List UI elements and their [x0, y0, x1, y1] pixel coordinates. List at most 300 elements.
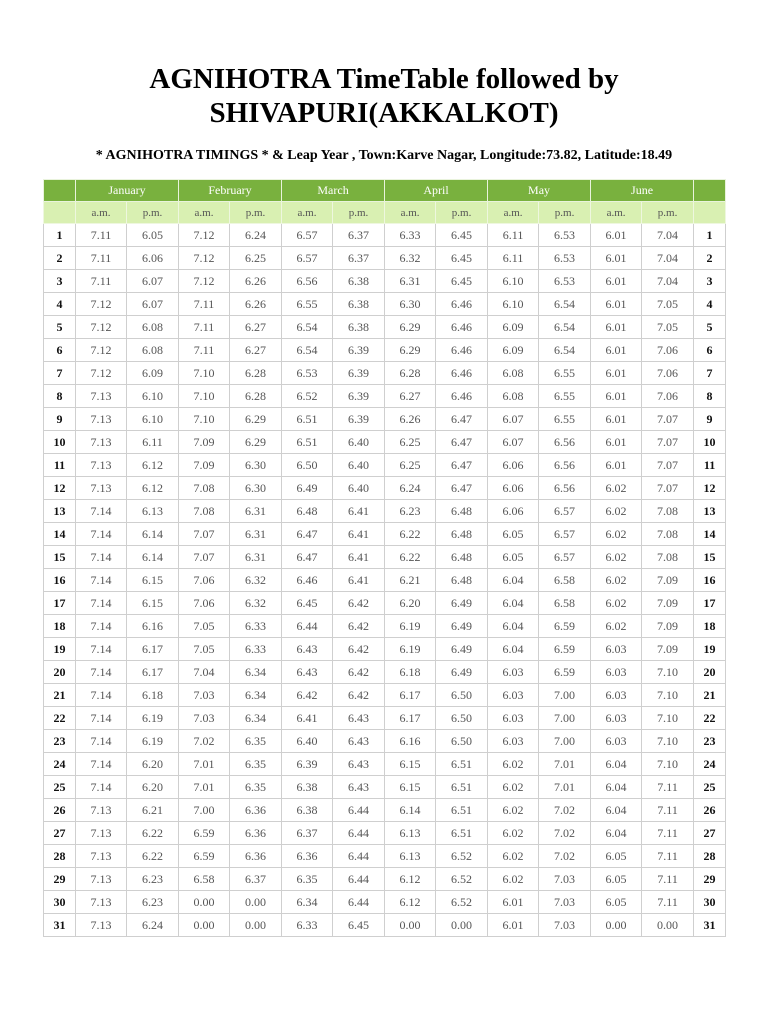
am-time-cell: 6.44: [282, 615, 333, 638]
day-number-left: 15: [44, 546, 76, 569]
am-time-cell: 6.57: [282, 247, 333, 270]
table-row: [44, 891, 726, 914]
subheader-corner-left: [44, 202, 76, 224]
day-number-right: 4: [694, 293, 726, 316]
table-row: [44, 592, 726, 615]
am-time-cell: 6.13: [385, 822, 436, 845]
pm-time-cell: 6.29: [230, 408, 282, 431]
pm-time-cell: 6.26: [230, 270, 282, 293]
pm-time-cell: 6.19: [127, 707, 179, 730]
am-time-cell: 6.03: [591, 707, 642, 730]
am-time-cell: 7.13: [76, 431, 127, 454]
pm-time-cell: 7.09: [642, 638, 694, 661]
am-time-cell: 7.12: [179, 224, 230, 247]
am-time-cell: 6.41: [282, 707, 333, 730]
pm-time-cell: 6.37: [333, 224, 385, 247]
am-time-cell: 7.13: [76, 477, 127, 500]
day-number-left: 18: [44, 615, 76, 638]
pm-label: p.m.: [127, 202, 179, 224]
am-time-cell: 6.06: [488, 477, 539, 500]
pm-time-cell: 6.43: [333, 776, 385, 799]
am-label: a.m.: [488, 202, 539, 224]
am-label: a.m.: [76, 202, 127, 224]
am-time-cell: 7.07: [179, 523, 230, 546]
pm-time-cell: 6.32: [230, 592, 282, 615]
day-number-right: 7: [694, 362, 726, 385]
table-row: [44, 776, 726, 799]
am-time-cell: 6.19: [385, 615, 436, 638]
pm-time-cell: 6.17: [127, 661, 179, 684]
am-time-cell: 6.40: [282, 730, 333, 753]
am-time-cell: 6.01: [488, 914, 539, 937]
pm-time-cell: 7.10: [642, 707, 694, 730]
am-time-cell: 6.03: [591, 684, 642, 707]
month-header: March: [282, 180, 385, 202]
pm-time-cell: 6.23: [127, 868, 179, 891]
pm-time-cell: 6.11: [127, 431, 179, 454]
am-time-cell: 6.02: [591, 477, 642, 500]
pm-time-cell: 6.15: [127, 569, 179, 592]
am-time-cell: 6.12: [385, 868, 436, 891]
pm-time-cell: 6.41: [333, 523, 385, 546]
day-number-right: 27: [694, 822, 726, 845]
am-time-cell: 6.01: [591, 454, 642, 477]
pm-time-cell: 7.06: [642, 362, 694, 385]
pm-time-cell: 6.31: [230, 523, 282, 546]
day-number-right: 28: [694, 845, 726, 868]
pm-time-cell: 6.46: [436, 385, 488, 408]
am-time-cell: 6.04: [591, 776, 642, 799]
am-label: a.m.: [179, 202, 230, 224]
day-number-left: 30: [44, 891, 76, 914]
pm-time-cell: 6.53: [539, 224, 591, 247]
pm-time-cell: 6.30: [230, 454, 282, 477]
am-time-cell: 6.54: [282, 339, 333, 362]
pm-time-cell: 6.18: [127, 684, 179, 707]
pm-time-cell: 6.46: [436, 339, 488, 362]
pm-time-cell: 6.47: [436, 431, 488, 454]
pm-time-cell: 7.11: [642, 868, 694, 891]
am-time-cell: 6.01: [591, 224, 642, 247]
day-number-left: 13: [44, 500, 76, 523]
day-number-right: 19: [694, 638, 726, 661]
am-time-cell: 7.14: [76, 638, 127, 661]
pm-time-cell: 6.06: [127, 247, 179, 270]
pm-time-cell: 6.27: [230, 339, 282, 362]
pm-time-cell: 6.56: [539, 431, 591, 454]
pm-time-cell: 6.42: [333, 615, 385, 638]
pm-time-cell: 6.38: [333, 316, 385, 339]
am-time-cell: 6.01: [591, 247, 642, 270]
pm-time-cell: 6.25: [230, 247, 282, 270]
pm-time-cell: 6.44: [333, 868, 385, 891]
pm-time-cell: 6.30: [230, 477, 282, 500]
pm-time-cell: 6.49: [436, 661, 488, 684]
am-time-cell: 6.26: [385, 408, 436, 431]
pm-time-cell: 6.39: [333, 362, 385, 385]
table-row: [44, 316, 726, 339]
pm-time-cell: 7.11: [642, 891, 694, 914]
am-time-cell: 7.03: [179, 684, 230, 707]
am-time-cell: 6.13: [385, 845, 436, 868]
am-time-cell: 6.01: [591, 408, 642, 431]
day-number-left: 7: [44, 362, 76, 385]
pm-time-cell: 7.02: [539, 845, 591, 868]
am-time-cell: 6.01: [591, 362, 642, 385]
am-time-cell: 7.07: [179, 546, 230, 569]
pm-time-cell: 6.23: [127, 891, 179, 914]
pm-time-cell: 6.57: [539, 523, 591, 546]
pm-time-cell: 6.05: [127, 224, 179, 247]
am-time-cell: 7.14: [76, 753, 127, 776]
am-time-cell: 7.11: [179, 339, 230, 362]
am-time-cell: 6.03: [591, 661, 642, 684]
day-number-left: 14: [44, 523, 76, 546]
pm-time-cell: 6.42: [333, 592, 385, 615]
table-row: [44, 247, 726, 270]
pm-time-cell: 6.20: [127, 776, 179, 799]
pm-time-cell: 6.48: [436, 523, 488, 546]
table-row: [44, 638, 726, 661]
table-row: [44, 822, 726, 845]
am-time-cell: 7.14: [76, 707, 127, 730]
am-time-cell: 7.12: [179, 270, 230, 293]
pm-time-cell: 6.58: [539, 592, 591, 615]
am-time-cell: 6.34: [282, 891, 333, 914]
day-number-left: 17: [44, 592, 76, 615]
pm-time-cell: 7.01: [539, 776, 591, 799]
pm-time-cell: 6.56: [539, 477, 591, 500]
pm-time-cell: 7.08: [642, 500, 694, 523]
am-time-cell: 6.03: [488, 707, 539, 730]
table-row: [44, 684, 726, 707]
am-time-cell: 6.53: [282, 362, 333, 385]
pm-time-cell: 6.45: [436, 224, 488, 247]
am-time-cell: 7.05: [179, 638, 230, 661]
table-row: [44, 845, 726, 868]
timetable: [43, 179, 726, 937]
page-subtitle: * AGNIHOTRA TIMINGS * & Leap Year , Town:Karve Nagar, Longitude:73.82, Latitude:18.49: [95, 148, 673, 163]
pm-time-cell: 6.17: [127, 638, 179, 661]
am-time-cell: 6.01: [591, 385, 642, 408]
pm-time-cell: 7.02: [539, 822, 591, 845]
table-row: [44, 408, 726, 431]
am-time-cell: 6.18: [385, 661, 436, 684]
am-time-cell: 6.52: [282, 385, 333, 408]
am-time-cell: 7.12: [76, 316, 127, 339]
pm-time-cell: 6.34: [230, 684, 282, 707]
pm-time-cell: 7.00: [539, 707, 591, 730]
table-row: [44, 523, 726, 546]
am-label: a.m.: [591, 202, 642, 224]
am-time-cell: 7.14: [76, 661, 127, 684]
pm-time-cell: 6.40: [333, 431, 385, 454]
am-time-cell: 6.03: [488, 730, 539, 753]
table-row: [44, 339, 726, 362]
pm-time-cell: 6.36: [230, 799, 282, 822]
pm-time-cell: 6.34: [230, 707, 282, 730]
am-time-cell: 6.04: [591, 799, 642, 822]
am-time-cell: 7.14: [76, 569, 127, 592]
am-time-cell: 6.27: [385, 385, 436, 408]
day-number-right: 3: [694, 270, 726, 293]
pm-time-cell: 0.00: [230, 914, 282, 937]
am-time-cell: 6.01: [591, 270, 642, 293]
pm-time-cell: 7.11: [642, 776, 694, 799]
am-time-cell: 7.12: [76, 362, 127, 385]
pm-time-cell: 7.05: [642, 316, 694, 339]
day-number-left: 23: [44, 730, 76, 753]
am-time-cell: 6.02: [591, 546, 642, 569]
am-time-cell: 7.13: [76, 799, 127, 822]
pm-time-cell: 7.07: [642, 431, 694, 454]
day-number-right: 14: [694, 523, 726, 546]
day-number-right: 15: [694, 546, 726, 569]
pm-time-cell: 6.45: [436, 247, 488, 270]
day-number-left: 3: [44, 270, 76, 293]
month-header: April: [385, 180, 488, 202]
day-number-left: 31: [44, 914, 76, 937]
am-time-cell: 6.05: [591, 868, 642, 891]
pm-time-cell: 6.39: [333, 385, 385, 408]
am-time-cell: 6.43: [282, 638, 333, 661]
table-row: [44, 546, 726, 569]
pm-time-cell: 6.57: [539, 500, 591, 523]
pm-time-cell: 6.50: [436, 684, 488, 707]
pm-time-cell: 6.52: [436, 868, 488, 891]
pm-time-cell: 6.24: [127, 914, 179, 937]
pm-time-cell: 6.59: [539, 615, 591, 638]
day-number-right: 29: [694, 868, 726, 891]
am-time-cell: 7.09: [179, 454, 230, 477]
pm-time-cell: 6.13: [127, 500, 179, 523]
am-time-cell: 6.02: [488, 868, 539, 891]
table-row: [44, 270, 726, 293]
pm-time-cell: 6.35: [230, 776, 282, 799]
am-time-cell: 7.01: [179, 776, 230, 799]
pm-time-cell: 6.31: [230, 546, 282, 569]
timetable-body: [44, 180, 726, 937]
day-number-left: 22: [44, 707, 76, 730]
table-row: [44, 730, 726, 753]
am-time-cell: 6.25: [385, 431, 436, 454]
pm-time-cell: 7.04: [642, 270, 694, 293]
am-time-cell: 7.14: [76, 615, 127, 638]
am-time-cell: 7.05: [179, 615, 230, 638]
pm-time-cell: 6.28: [230, 362, 282, 385]
pm-time-cell: 7.09: [642, 569, 694, 592]
pm-time-cell: 6.44: [333, 891, 385, 914]
day-number-right: 31: [694, 914, 726, 937]
am-time-cell: 6.16: [385, 730, 436, 753]
table-row: [44, 385, 726, 408]
am-time-cell: 0.00: [179, 914, 230, 937]
pm-time-cell: 0.00: [436, 914, 488, 937]
am-time-cell: 7.11: [179, 316, 230, 339]
pm-time-cell: 6.49: [436, 615, 488, 638]
am-time-cell: 6.14: [385, 799, 436, 822]
pm-time-cell: 6.14: [127, 546, 179, 569]
day-number-right: 16: [694, 569, 726, 592]
pm-time-cell: 6.49: [436, 638, 488, 661]
pm-time-cell: 6.46: [436, 362, 488, 385]
am-time-cell: 6.02: [488, 845, 539, 868]
pm-time-cell: 6.19: [127, 730, 179, 753]
am-time-cell: 7.11: [76, 247, 127, 270]
pm-time-cell: 7.09: [642, 615, 694, 638]
am-time-cell: 6.06: [488, 500, 539, 523]
table-row: [44, 914, 726, 937]
am-time-cell: 6.08: [488, 362, 539, 385]
table-row: [44, 661, 726, 684]
day-number-right: 22: [694, 707, 726, 730]
pm-time-cell: 6.53: [539, 270, 591, 293]
table-row: [44, 799, 726, 822]
pm-time-cell: 6.50: [436, 730, 488, 753]
pm-time-cell: 6.55: [539, 408, 591, 431]
pm-time-cell: 6.41: [333, 569, 385, 592]
pm-label: p.m.: [230, 202, 282, 224]
pm-time-cell: 6.21: [127, 799, 179, 822]
am-time-cell: 7.14: [76, 592, 127, 615]
am-time-cell: 7.00: [179, 799, 230, 822]
pm-time-cell: 6.54: [539, 339, 591, 362]
pm-time-cell: 6.44: [333, 799, 385, 822]
header-corner-left: [44, 180, 76, 202]
day-number-right: 23: [694, 730, 726, 753]
pm-label: p.m.: [436, 202, 488, 224]
table-row: [44, 293, 726, 316]
pm-time-cell: 7.11: [642, 799, 694, 822]
am-time-cell: 6.29: [385, 316, 436, 339]
table-row: [44, 454, 726, 477]
am-time-cell: 6.42: [282, 684, 333, 707]
am-time-cell: 6.02: [488, 776, 539, 799]
subheader-corner-right: [694, 202, 726, 224]
am-time-cell: 6.02: [591, 615, 642, 638]
pm-time-cell: 7.10: [642, 661, 694, 684]
am-time-cell: 7.14: [76, 776, 127, 799]
pm-time-cell: 7.11: [642, 845, 694, 868]
am-time-cell: 6.02: [591, 500, 642, 523]
am-time-cell: 7.13: [76, 868, 127, 891]
table-row: [44, 707, 726, 730]
am-time-cell: 6.05: [591, 891, 642, 914]
day-number-right: 30: [694, 891, 726, 914]
pm-time-cell: 6.36: [230, 845, 282, 868]
pm-time-cell: 6.43: [333, 753, 385, 776]
day-number-left: 6: [44, 339, 76, 362]
pm-time-cell: 6.57: [539, 546, 591, 569]
day-number-right: 12: [694, 477, 726, 500]
pm-time-cell: 6.41: [333, 546, 385, 569]
am-time-cell: 7.08: [179, 500, 230, 523]
table-row: [44, 477, 726, 500]
table-row: [44, 500, 726, 523]
pm-time-cell: 6.56: [539, 454, 591, 477]
pm-label: p.m.: [539, 202, 591, 224]
pm-time-cell: 6.47: [436, 408, 488, 431]
am-time-cell: 7.12: [179, 247, 230, 270]
am-time-cell: 6.01: [591, 316, 642, 339]
am-time-cell: 7.14: [76, 730, 127, 753]
am-time-cell: 6.02: [488, 799, 539, 822]
pm-time-cell: 7.09: [642, 592, 694, 615]
am-time-cell: 6.43: [282, 661, 333, 684]
pm-time-cell: 6.59: [539, 661, 591, 684]
am-time-cell: 6.09: [488, 339, 539, 362]
pm-time-cell: 6.53: [539, 247, 591, 270]
pm-time-cell: 6.42: [333, 661, 385, 684]
pm-time-cell: 6.55: [539, 362, 591, 385]
am-time-cell: 6.02: [488, 822, 539, 845]
pm-time-cell: 7.10: [642, 684, 694, 707]
pm-time-cell: 6.24: [230, 224, 282, 247]
month-header: January: [76, 180, 179, 202]
am-time-cell: 7.12: [76, 339, 127, 362]
pm-time-cell: 6.12: [127, 454, 179, 477]
pm-time-cell: 6.12: [127, 477, 179, 500]
pm-time-cell: 0.00: [230, 891, 282, 914]
am-time-cell: 6.23: [385, 500, 436, 523]
pm-time-cell: 6.14: [127, 523, 179, 546]
am-time-cell: 0.00: [179, 891, 230, 914]
am-time-cell: 6.51: [282, 431, 333, 454]
table-row: [44, 569, 726, 592]
am-time-cell: 6.11: [488, 224, 539, 247]
pm-time-cell: 6.07: [127, 293, 179, 316]
day-number-right: 6: [694, 339, 726, 362]
pm-time-cell: 6.07: [127, 270, 179, 293]
pm-time-cell: 6.52: [436, 845, 488, 868]
day-number-left: 24: [44, 753, 76, 776]
page-title: [0, 62, 768, 130]
pm-time-cell: 6.33: [230, 615, 282, 638]
am-time-cell: 6.59: [179, 822, 230, 845]
am-time-cell: 6.03: [591, 730, 642, 753]
am-time-cell: 6.29: [385, 339, 436, 362]
pm-time-cell: 0.00: [642, 914, 694, 937]
pm-time-cell: 7.03: [539, 914, 591, 937]
pm-time-cell: 7.00: [539, 730, 591, 753]
month-header: May: [488, 180, 591, 202]
am-time-cell: 7.13: [76, 845, 127, 868]
am-time-cell: 6.01: [591, 293, 642, 316]
pm-time-cell: 7.11: [642, 822, 694, 845]
am-time-cell: 6.56: [282, 270, 333, 293]
table-row: [44, 224, 726, 247]
pm-time-cell: 6.44: [333, 845, 385, 868]
pm-time-cell: 7.06: [642, 339, 694, 362]
am-time-cell: 6.02: [591, 592, 642, 615]
am-time-cell: 7.01: [179, 753, 230, 776]
day-number-left: 25: [44, 776, 76, 799]
pm-time-cell: 6.40: [333, 454, 385, 477]
pm-time-cell: 6.35: [230, 730, 282, 753]
am-time-cell: 6.21: [385, 569, 436, 592]
title-line-2: SHIVAPURI(AKKALKOT): [209, 97, 559, 129]
am-time-cell: 6.36: [282, 845, 333, 868]
am-time-cell: 6.05: [488, 523, 539, 546]
am-time-cell: 7.13: [76, 454, 127, 477]
pm-time-cell: 6.08: [127, 316, 179, 339]
am-time-cell: 6.50: [282, 454, 333, 477]
pm-time-cell: 6.33: [230, 638, 282, 661]
ampm-header-row: [44, 202, 726, 224]
pm-time-cell: 6.38: [333, 293, 385, 316]
am-time-cell: 6.46: [282, 569, 333, 592]
am-time-cell: 0.00: [591, 914, 642, 937]
